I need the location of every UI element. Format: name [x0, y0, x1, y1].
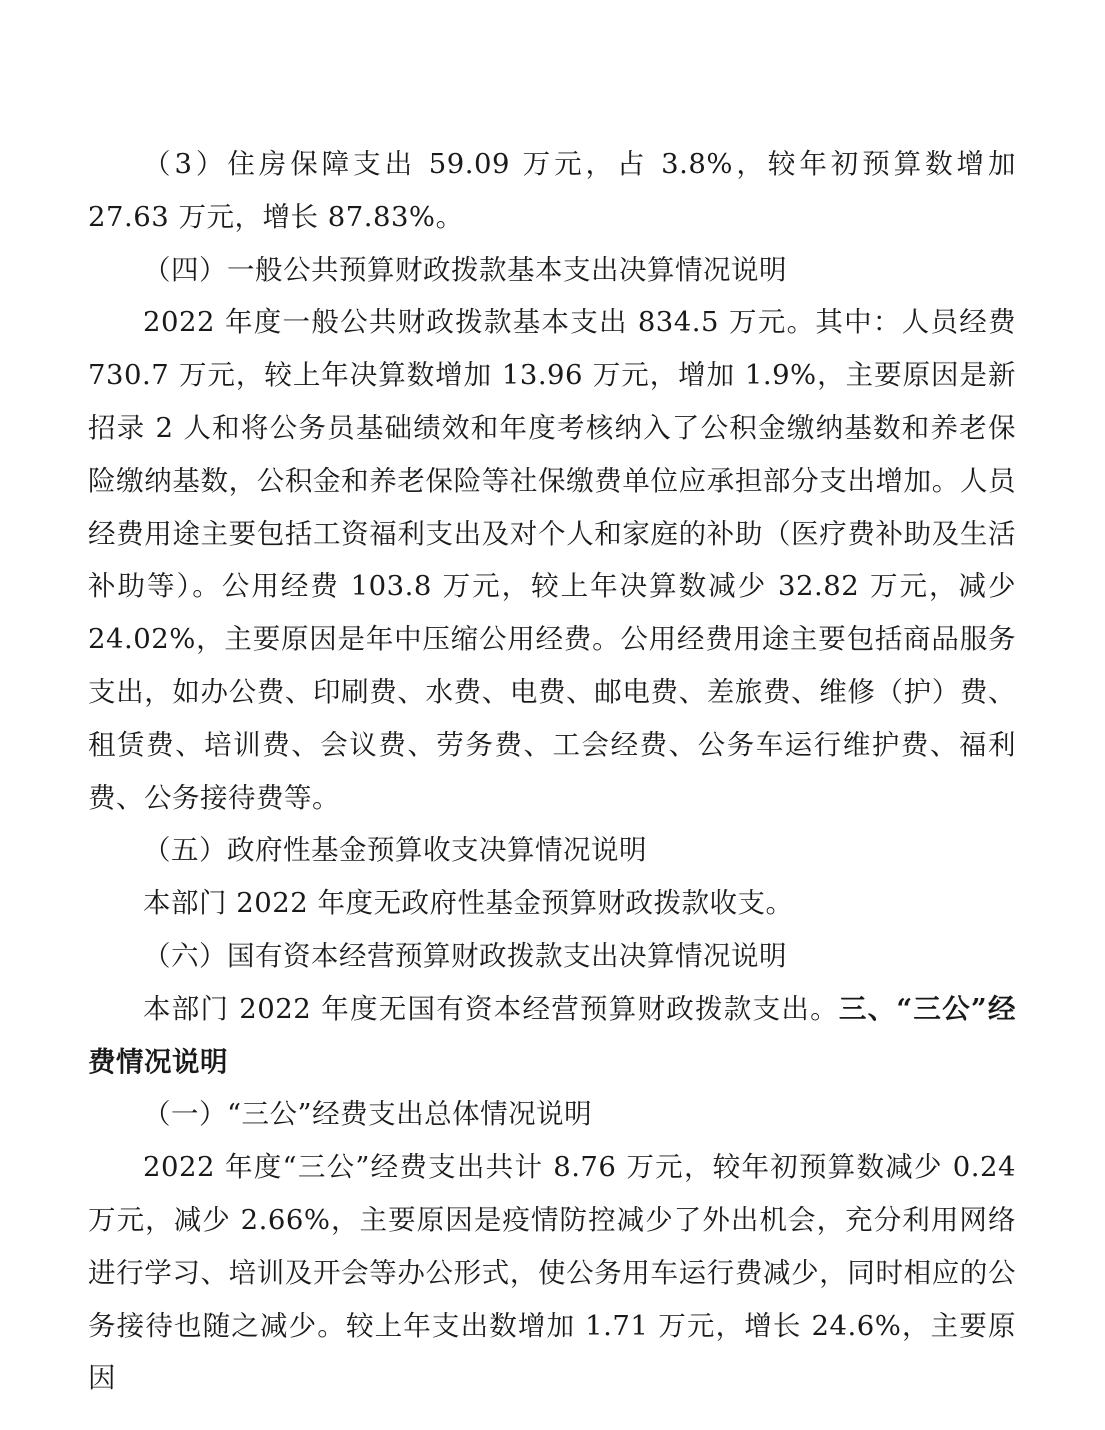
section-heading-three-public-overall: （一）“三公”经费支出总体情况说明 [143, 1098, 593, 1131]
paragraph-three-public-overall: 2022 年度“三公”经费支出共计 8.76 万元，较年初预算数减少 0.24 万元，减少 2.66%，主要原因是疫情防控减少了外出机会，充分利用网络进行学习、培训及开会等办公形式，使公务用车运行费减少，同时相应的公务接待也随之减少。较上年支出数增加 1.71 万元，增长 24.6%，主要原因 [88, 1151, 1016, 1395]
document-page [88, 138, 1016, 1405]
section-heading-government-fund: （五）政府性基金预算收支决算情况说明 [143, 834, 647, 867]
paragraph-government-fund: 本部门 2022 年度无政府性基金预算财政拨款收支。 [143, 887, 794, 920]
paragraph-basic-expenditure: 2022 年度一般公共财政拨款基本支出 834.5 万元。其中：人员经费 730.7 万元，较上年决算数增加 13.96 万元，增加 1.9%，主要原因是新招录 2 人和将公务员基础绩效和年度考核纳入了公积金缴纳基数和养老保险缴纳基数，公积金和养老保险等社保缴费单位应承担部分支出增加。人员经费用途主要包括工资福利支出及对个人和家庭的补助（医疗费补助及生活补助等）。公用经费 103.8 万元，较上年决算数减少 32.82 万元，减少 24.02%，主要原因是年中压缩公用经费。公用经费用途主要包括商品服务支出，如办公费、印刷费、水费、电费、邮电费、差旅费、维修（护）费、租赁费、培训费、会议费、劳务费、工会经费、公务车运行维护费、福利费、公务接待费等。 [88, 306, 1016, 814]
state-capital-text: 本部门 2022 年度无国有资本经营预算财政拨款支出。 [143, 992, 839, 1025]
section-heading-three-public: 三、“三公”经费情况说明 [88, 992, 1016, 1078]
paragraph-state-capital [88, 983, 1016, 1089]
section-heading-basic-expenditure: （四）一般公共预算财政拨款基本支出决算情况说明 [143, 253, 787, 286]
paragraph-housing-expense: （3）住房保障支出 59.09 万元，占 3.8%，较年初预算数增加 27.63 万元，增长 87.83%。 [88, 148, 1016, 233]
section-heading-state-capital: （六）国有资本经营预算财政拨款支出决算情况说明 [143, 939, 787, 972]
